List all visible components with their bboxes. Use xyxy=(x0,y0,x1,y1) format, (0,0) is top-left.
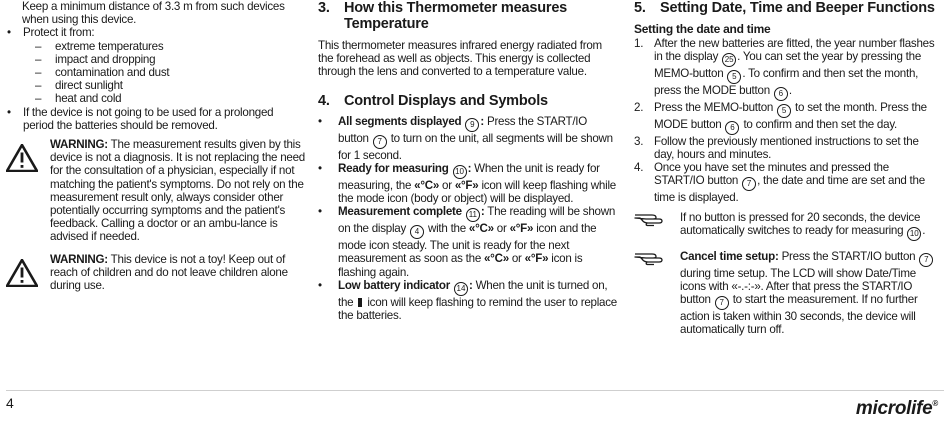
column-right xyxy=(634,0,940,337)
bullet: • xyxy=(318,114,322,128)
warning-triangle-icon xyxy=(6,138,50,244)
list-item: • Ready for measuring 10 : When the unit is ready for measuring, the «°C» or «°F» icon will keep flashing while the mode icon (body or object) will be displayed. xyxy=(318,161,616,206)
list-item: 1. After the new batteries are fitted, the year number flashes in the display 25 . You can set the year by pressing the MEMO-button 5 . To confirm and then set the month, press the MODE button 6 . xyxy=(634,37,940,101)
bullet: • xyxy=(318,205,322,219)
section-heading: 3. How this Thermometer measures Temperature xyxy=(318,0,568,32)
list-item: – extreme temperatures xyxy=(35,39,164,53)
pointing-hand-icon xyxy=(634,211,680,241)
note-block: Cancel time setup: Press the START/IO button 7 during time setup. The LCD will show Date/Time icons with «-.-:-». After that press the START/IO button 7 to start the measurement. If no further action is taken within 30 seconds, the device will automatically turn off. xyxy=(634,250,940,337)
list-item: 4. Once you have set the minutes and pressed the START/IO button 7 , the date and time are set and the time is displayed. xyxy=(634,161,925,205)
bullet: • xyxy=(318,161,322,175)
list-item: 2. Press the MEMO-button 5 to set the month. Press the MODE button 6 to confirm and then set the day. xyxy=(634,101,940,135)
warning-label: WARNING: xyxy=(50,252,108,266)
callout-number: 5 xyxy=(777,104,791,118)
callout-number: 4 xyxy=(410,225,424,239)
callout-number: 10 xyxy=(907,227,921,241)
callout-number: 7 xyxy=(742,177,756,191)
bullet: • xyxy=(7,105,11,119)
low-battery-icon xyxy=(358,298,362,307)
microlife-logo: microlife® xyxy=(855,398,938,419)
callout-number: 25 xyxy=(722,53,736,67)
warning-block xyxy=(6,138,306,244)
section-heading: 5. Setting Date, Time and Beeper Functions xyxy=(634,0,935,16)
footer-divider xyxy=(6,390,944,391)
protect-label: Protect it from: xyxy=(23,26,95,40)
safety-list xyxy=(6,26,306,132)
callout-number: 9 xyxy=(465,118,479,132)
pointing-hand-icon xyxy=(634,250,680,337)
section-heading: 4. Control Displays and Symbols xyxy=(318,92,548,109)
list-item: 3. Follow the previously mentioned instructions to set the day, hours and minutes. xyxy=(634,134,919,161)
column-middle xyxy=(318,0,618,322)
callout-number: 7 xyxy=(373,135,387,149)
list-item: – impact and dropping xyxy=(35,52,156,66)
callout-number: 7 xyxy=(715,296,729,310)
column-left xyxy=(6,0,306,292)
callout-number: 5 xyxy=(727,70,741,84)
bullet: • xyxy=(7,26,11,40)
callout-number: 7 xyxy=(919,253,933,267)
list-item: – heat and cold xyxy=(35,92,122,106)
bullet: • xyxy=(318,278,322,292)
section-paragraph: This thermometer measures infrared energy radiated from the forehead as well as objects. This energy is collected through the lens and converted to a temperature value. xyxy=(318,39,602,79)
intro-paragraph: Keep a minimum distance of 3.3 m from such devices when using this device. xyxy=(22,0,285,27)
note-block: If no button is pressed for 20 seconds, the device automatically switches to ready for measuring 10 . xyxy=(634,211,940,241)
warning-text: This device is not a toy! Keep out of reach of children and do not leave children alone during use. xyxy=(50,252,288,293)
page-number: 4 xyxy=(6,395,14,411)
warning-text: The measurement results given by this device is not a diagnosis. It is not replacing the need for the consultation of a physician, especially if not matching the patient's symptoms. Do not rely on the measurement result only, always consider other potentially occurring symptoms and the patient's feedback. Calling a doctor or an ambu-lance is advised if needed. xyxy=(50,138,306,244)
list-item: • Low battery indicator 14 : When the unit is turned on, the icon will keep flashing to remind the user to replace the batteries. xyxy=(318,278,617,323)
callout-number: 6 xyxy=(774,87,788,101)
list-item: • Measurement complete 11 : The reading will be shown on the display 4 with the «°C» or «°F» icon and the mode icon steady. The unit is ready for the next measurement as soon as the «°C» or «°F» icon is flashing again. xyxy=(318,205,616,279)
warning-triangle-icon xyxy=(6,253,50,293)
warning-label: WARNING: xyxy=(50,138,108,152)
list-item: – direct sunlight xyxy=(35,79,123,93)
subsection-heading: Setting the date and time xyxy=(634,22,771,36)
callout-number: 6 xyxy=(725,121,739,135)
list-item: • If the device is not going to be used for a prolonged period the batteries should be removed. xyxy=(7,105,274,132)
callout-number: 11 xyxy=(466,208,480,222)
list-item: – contamination and dust xyxy=(35,66,170,80)
symbols-list xyxy=(318,115,618,323)
callout-number: 10 xyxy=(453,165,467,179)
callout-number: 14 xyxy=(454,282,468,296)
list-item xyxy=(6,26,306,105)
protect-list xyxy=(23,40,306,106)
list-item: • All segments displayed 9 : Press the START/IO button 7 to turn on the unit, all segments will be shown for 1 second. xyxy=(318,114,613,162)
warning-block xyxy=(6,253,306,293)
steps-list xyxy=(634,37,940,205)
